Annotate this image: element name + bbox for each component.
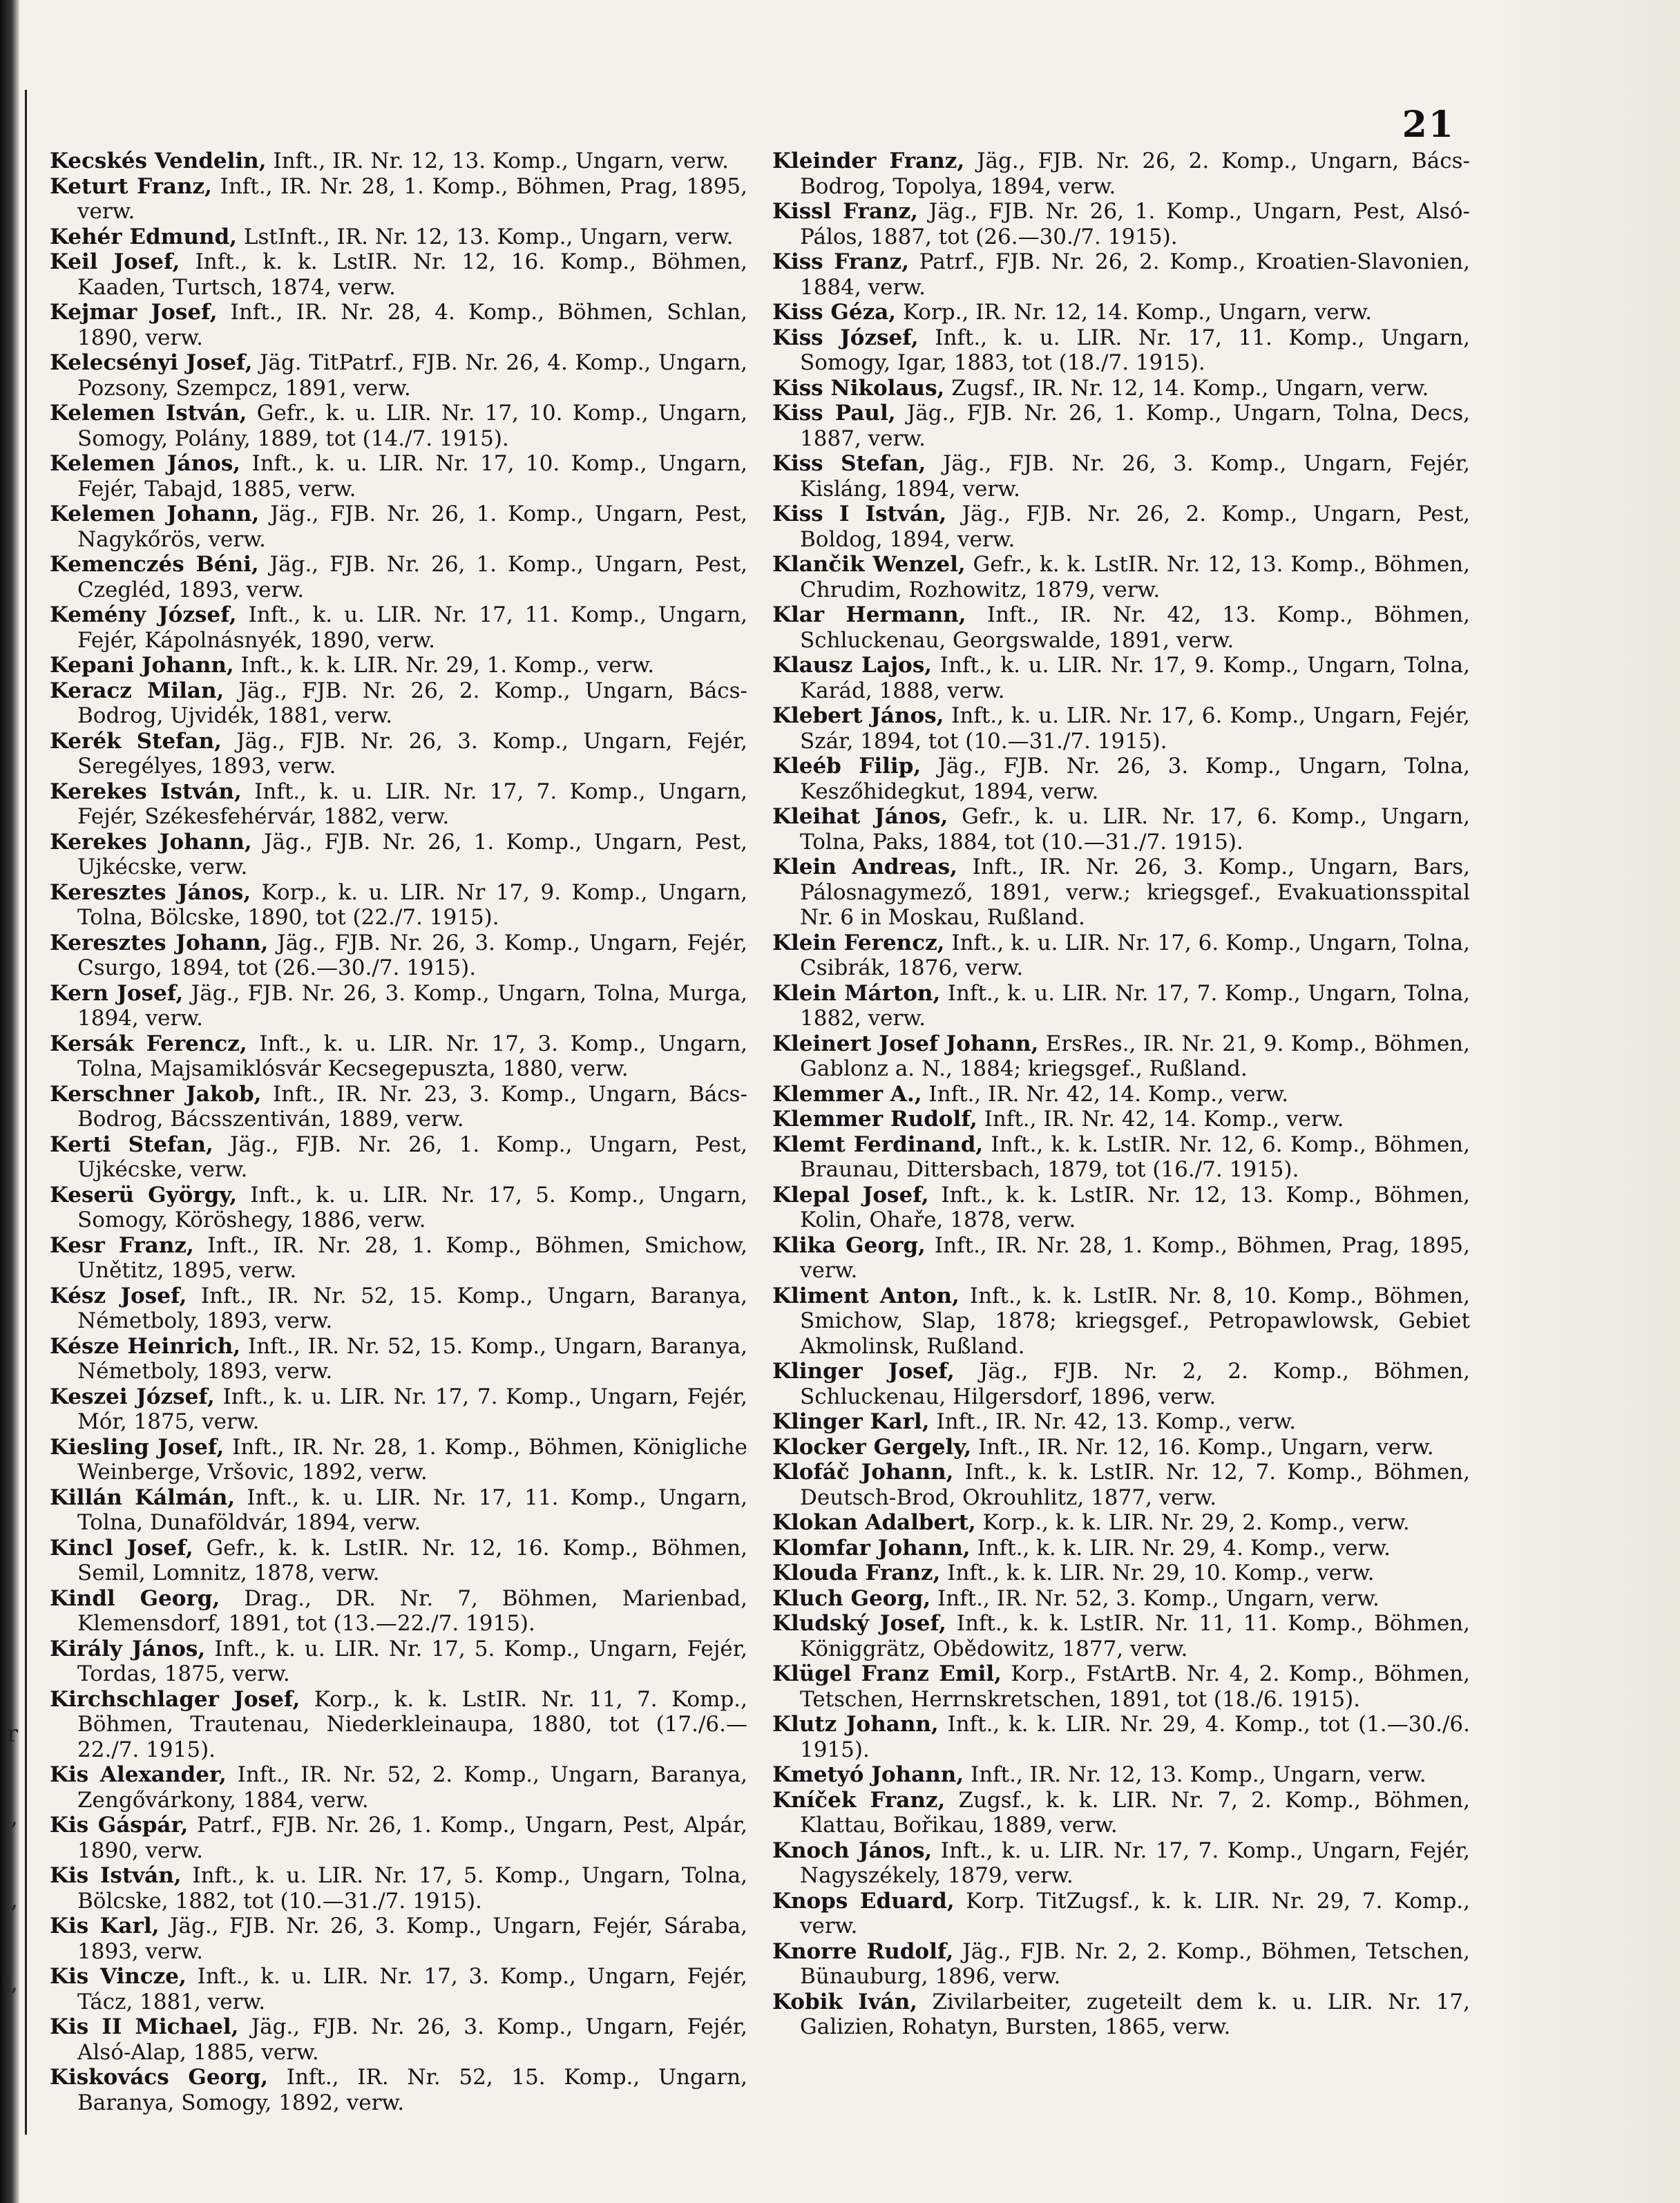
entry-details: Zugsf., IR. Nr. 12, 14. Komp., Ungarn, verw. [944, 375, 1429, 401]
entry-name: Klokan Adalbert, [772, 1510, 976, 1535]
entry-details: Inft., k. u. LIR. Nr. 17, 7. Komp., Ungarn, Fejér, Székesfehérvár, 1882, verw. [77, 779, 747, 829]
entry-name: Kehér Edmund, [50, 224, 238, 249]
entry-name: Kis Alexander, [50, 1762, 227, 1787]
entry-name: Kiss Stefan, [772, 451, 926, 476]
entry-details: Jäg., FJB. Nr. 26, 1. Komp., Ungarn, Pest, Ujkécske, verw. [77, 1132, 747, 1182]
list-item [772, 1183, 1470, 1233]
list-item [772, 1233, 1470, 1284]
list-item [50, 1586, 747, 1637]
list-item [50, 830, 747, 880]
list-item [772, 1510, 1470, 1536]
entry-name: Kleinder Franz, [772, 149, 965, 173]
entry-name: Kiss I István, [772, 502, 947, 526]
entry-name: Kluch Georg, [772, 1585, 931, 1611]
entry-name: Kleinert Josef Johann, [772, 1031, 1039, 1056]
entry-details: Jäg., FJB. Nr. 2, 2. Komp., Böhmen, Tetschen, Bünauburg, 1896, verw. [800, 1938, 1470, 1989]
entry-name: Keil Josef, [50, 249, 180, 274]
entry-details: Korp., IR. Nr. 12, 14. Komp., Ungarn, verw. [896, 300, 1373, 325]
list-item [772, 451, 1470, 502]
entry-name: Kemény József, [50, 602, 237, 627]
entry-name: Knorre Rudolf, [772, 1938, 954, 1964]
entry-name: Klepal Josef, [772, 1182, 929, 1208]
list-item [50, 1284, 747, 1334]
entry-name: Kobik Iván, [772, 1989, 918, 2014]
entry-details: Jäg., FJB. Nr. 26, 2. Komp., Ungarn, Bács-Bodrog, Topolya, 1894, verw. [800, 149, 1470, 199]
entry-name: Kecskés Vendelin, [50, 149, 267, 173]
entry-details: LstInft., IR. Nr. 12, 13. Komp., Ungarn, verw. [237, 224, 734, 249]
entry-name: Klügel Franz Emil, [772, 1661, 1002, 1686]
entry-name: Klar Hermann, [772, 602, 966, 627]
entry-name: Kern Josef, [50, 980, 184, 1006]
list-item [772, 1990, 1470, 2040]
entry-name: Kerék Stefan, [50, 728, 222, 754]
entry-details: Jäg., FJB. Nr. 26, 1. Komp., Ungarn, Pest, Czegléd, 1893, verw. [77, 552, 747, 602]
list-item [772, 1788, 1470, 1838]
entry-name: Klausz Lajos, [772, 653, 933, 678]
entry-name: Kiss Franz, [772, 249, 910, 274]
list-item [772, 1586, 1470, 1612]
list-item [50, 174, 747, 225]
list-item [50, 300, 747, 350]
list-item [772, 249, 1470, 300]
entry-details: Zugsf., k. k. LIR. Nr. 7, 2. Komp., Böhmen, Klattau, Bořikau, 1889, verw. [800, 1787, 1470, 1838]
list-item [772, 199, 1470, 249]
entry-name: Kerekes Johann, [50, 829, 252, 855]
entry-details: Inft., IR. Nr. 12, 16. Komp., Ungarn, verw. [971, 1434, 1434, 1460]
entry-details: Inft., k. k. LIR. Nr. 29, 1. Komp., verw. [233, 653, 655, 678]
list-item [50, 1183, 747, 1233]
list-item [772, 1762, 1470, 1788]
entry-name: Klouda Franz, [772, 1561, 941, 1585]
list-item [772, 1082, 1470, 1107]
entry-details: Inft., IR. Nr. 42, 13. Komp., Böhmen, Schluckenau, Georgswalde, 1891, verw. [800, 602, 1470, 653]
entry-name: Klančik Wenzel, [772, 552, 966, 577]
entry-name: Kis Karl, [50, 1914, 160, 1938]
entry-name: Kész Josef, [50, 1283, 187, 1308]
entry-details: Inft., k. u. LIR. Nr. 17, 10. Komp., Ungarn, Fejér, Tabajd, 1885, verw. [77, 451, 747, 502]
entry-name: Keserü György, [50, 1182, 238, 1208]
entry-details: Inft., k. k. LstIR. Nr. 12, 16. Komp., Böhmen, Kaaden, Turtsch, 1874, verw. [77, 249, 747, 300]
entry-details: Inft., k. u. LIR. Nr. 17, 3. Komp., Ungarn, Fejér, Tácz, 1881, verw. [77, 1964, 747, 2014]
list-item [50, 1687, 747, 1763]
entry-details: Korp., k. k. LIR. Nr. 29, 2. Komp., verw. [975, 1510, 1410, 1535]
list-item [50, 149, 747, 174]
entry-name: Kleéb Filip, [772, 754, 922, 779]
list-item [50, 1031, 747, 1082]
entry-details: Inft., k. u. LIR. Nr. 17, 7. Komp., Ungarn, Fejér, Nagyszékely, 1879, verw. [800, 1838, 1470, 1888]
entry-details: Inft., k. u. LIR. Nr. 17, 6. Komp., Ungarn, Fejér, Szár, 1894, tot (10.—31./7. 1915). [800, 703, 1470, 754]
list-item [772, 602, 1470, 653]
entry-name: Klika Georg, [772, 1232, 926, 1258]
list-item [50, 981, 747, 1031]
list-item [50, 1813, 747, 1863]
entry-name: Klocker Gergely, [772, 1434, 972, 1460]
entry-details: Inft., IR. Nr. 26, 3. Komp., Ungarn, Bars, Pálosnagymező, 1891, verw.; kriegsgef., Evakuationsspital Nr. 6 in Moskau, Rußland. [800, 855, 1470, 930]
list-item [772, 552, 1470, 602]
entry-name: Keszei József, [50, 1384, 215, 1409]
entry-name: Kis II Michael, [50, 2014, 239, 2039]
column-rule [25, 90, 27, 2135]
entry-name: Kiskovács Georg, [50, 2065, 269, 2090]
entry-details: Patrf., FJB. Nr. 26, 1. Komp., Ungarn, Pest, Alpár, 1890, verw. [77, 1813, 747, 1863]
entry-details: Inft., k. u. LIR. Nr. 17, 9. Komp., Ungarn, Tolna, Karád, 1888, verw. [800, 653, 1470, 703]
list-item [50, 225, 747, 250]
list-item [772, 502, 1470, 552]
entry-name: Keresztes János, [50, 879, 251, 905]
entry-name: Klinger Josef, [772, 1359, 955, 1384]
list-item [50, 2065, 747, 2115]
entry-name: Klein Andreas, [772, 855, 957, 879]
entry-details: Inft., IR. Nr. 28, 1. Komp., Böhmen, Prag, 1895, verw. [77, 173, 747, 224]
list-item [772, 1939, 1470, 1990]
list-item [772, 1435, 1470, 1460]
entry-details: Inft., k. u. LIR. Nr. 17, 11. Komp., Ungarn, Tolna, Dunaföldvár, 1894, verw. [77, 1485, 748, 1535]
entry-name: Kníček Franz, [772, 1787, 946, 1813]
list-item [50, 1485, 747, 1536]
page-edge-shade [1473, 0, 1680, 2203]
entry-details: Inft., k. u. LIR. Nr. 17, 6. Komp., Ungarn, Tolna, Csibrák, 1876, verw. [800, 930, 1470, 980]
list-item [772, 855, 1470, 931]
entry-name: Kludský Josef, [772, 1611, 946, 1636]
list-item [772, 1661, 1470, 1712]
list-item [772, 804, 1470, 855]
entry-details: Inft., k. u. LIR. Nr. 17, 11. Komp., Ungarn, Somogy, Igar, 1883, tot (18./7. 1915). [800, 325, 1470, 375]
list-item [50, 1536, 747, 1586]
entry-details: Inft., IR. Nr. 28, 1. Komp., Böhmen, Smichow, Unětitz, 1895, verw. [77, 1232, 747, 1283]
list-item [772, 149, 1470, 199]
entry-details: Inft., k. u. LIR. Nr. 17, 5. Komp., Ungarn, Fejér, Tordas, 1875, verw. [77, 1636, 747, 1686]
entry-details: Jäg., FJB. Nr. 26, 2. Komp., Ungarn, Pest, Boldog, 1894, verw. [800, 502, 1470, 552]
entry-details: Inft., k. k. LIR. Nr. 29, 4. Komp., tot (1.—30./6. 1915). [800, 1712, 1470, 1762]
left-column [50, 149, 747, 2115]
entry-details: Inft., IR. Nr. 42, 14. Komp., verw. [922, 1081, 1289, 1107]
entry-details: Inft., IR. Nr. 52, 15. Komp., Ungarn, Baranya, Németboly, 1893, verw. [77, 1333, 747, 1384]
list-item [772, 1132, 1470, 1183]
entry-details: Jäg., FJB. Nr. 26, 1. Komp., Ungarn, Tolna, Decs, 1887, verw. [800, 401, 1470, 451]
list-item [50, 401, 747, 451]
entry-details: Inft., k. u. LIR. Nr. 17, 3. Komp., Ungarn, Tolna, Majsamiklósvár Kecsegepuszta, 1880, verw. [77, 1031, 747, 1081]
list-item [50, 779, 747, 830]
entry-details: Inft., IR. Nr. 52, 15. Komp., Ungarn, Baranya, Somogy, 1892, verw. [77, 2065, 747, 2115]
entry-name: Klemmer Rudolf, [772, 1107, 977, 1132]
entry-name: Kiss Nikolaus, [772, 375, 945, 401]
list-item [50, 1132, 747, 1183]
list-item [50, 2014, 747, 2065]
entry-name: Kerekes István, [50, 779, 242, 804]
entry-details: Inft., k. k. LstIR. Nr. 8, 10. Komp., Böhmen, Smichow, Slap, 1878; kriegsgef., Petropawlowsk, Gebiet Akmolinsk, Rußland. [800, 1283, 1470, 1359]
entry-name: Kerschner Jakob, [50, 1081, 262, 1107]
entry-details: Inft., k. k. LstIR. Nr. 11, 11. Komp., Böhmen, Königgrätz, Obědowitz, 1877, verw. [800, 1611, 1470, 1661]
entry-name: Klofáč Johann, [772, 1460, 954, 1485]
list-item [50, 602, 747, 653]
list-item [50, 1082, 747, 1132]
entry-details: Jäg., FJB. Nr. 26, 3. Komp., Ungarn, Fejér, Seregélyes, 1893, verw. [77, 728, 748, 779]
entry-name: Kesr Franz, [50, 1232, 194, 1258]
list-item [772, 1889, 1470, 1939]
entry-name: Kersák Ferencz, [50, 1031, 247, 1056]
page-number: 21 [1402, 104, 1455, 146]
entry-name: Klomfar Johann, [772, 1535, 971, 1561]
entry-name: Knoch János, [772, 1838, 933, 1863]
entry-name: Klemt Ferdinand, [772, 1132, 984, 1157]
entry-details: Inft., k. u. LIR. Nr. 17, 7. Komp., Ungarn, Tolna, 1882, verw. [800, 980, 1470, 1031]
list-item [772, 1107, 1470, 1132]
list-item [772, 1838, 1470, 1889]
list-item [772, 931, 1470, 981]
list-item [772, 703, 1470, 754]
entry-name: Kis István, [50, 1863, 182, 1888]
entry-name: Kiss Géza, [772, 300, 897, 325]
entry-details: Jäg., FJB. Nr. 26, 1. Komp., Ungarn, Pest, Nagykőrös, verw. [77, 502, 747, 552]
entry-details: Jäg., FJB. Nr. 26, 3. Komp., Ungarn, Fejér, Sáraba, 1893, verw. [77, 1914, 747, 1964]
entry-details: Inft., IR. Nr. 52, 15. Komp., Ungarn, Baranya, Németboly, 1893, verw. [77, 1283, 747, 1333]
list-item [772, 1031, 1470, 1082]
entry-details: Drag., DR. Nr. 7, Böhmen, Marienbad, Klemensdorf, 1891, tot (13.—22./7. 1915). [77, 1585, 747, 1636]
entry-details: Jäg., FJB. Nr. 26, 3. Komp., Ungarn, Fejér, Csurgo, 1894, tot (26.—30./7. 1915). [77, 930, 748, 980]
list-item [50, 1762, 747, 1813]
entry-name: Kerti Stefan, [50, 1132, 213, 1157]
entry-details: Jäg., FJB. Nr. 26, 1. Komp., Ungarn, Pest, Ujkécske, verw. [77, 829, 747, 879]
entry-name: Klutz Johann, [772, 1712, 939, 1737]
list-item [50, 1914, 747, 1964]
entry-details: Inft., IR. Nr. 23, 3. Komp., Ungarn, Bács-Bodrog, Bácsszentiván, 1889, verw. [77, 1081, 747, 1132]
entry-details: Inft., k. k. LstIR. Nr. 12, 13. Komp., Böhmen, Kolin, Ohaře, 1878, verw. [800, 1182, 1470, 1232]
list-item [772, 1561, 1470, 1586]
entry-details: Inft., IR. Nr. 52, 3. Komp., Ungarn, verw. [930, 1585, 1380, 1611]
entry-name: Klein Ferencz, [772, 930, 945, 955]
list-item [50, 552, 747, 602]
entry-details: Korp., k. u. LIR. Nr 17, 9. Komp., Ungarn, Tolna, Bölcske, 1890, tot (22./7. 1915). [77, 879, 747, 930]
list-item [772, 1712, 1470, 1762]
entry-name: Kiesling Josef, [50, 1434, 225, 1460]
entry-details: Inft., IR. Nr. 52, 2. Komp., Ungarn, Baranya, Zengővárkony, 1884, verw. [77, 1762, 747, 1813]
entry-name: Keturt Franz, [50, 173, 212, 199]
list-item [50, 502, 747, 552]
entry-details: Inft., k. u. LIR. Nr. 17, 7. Komp., Ungarn, Fejér, Mór, 1875, verw. [77, 1384, 747, 1434]
entry-name: Kiss Paul, [772, 401, 896, 426]
list-item [50, 678, 747, 729]
entry-details: Gefr., k. u. LIR. Nr. 17, 10. Komp., Ungarn, Somogy, Polány, 1889, tot (14./7. 1915). [77, 401, 747, 451]
entry-details: Inft., IR. Nr. 42, 14. Komp., verw. [977, 1107, 1344, 1132]
entry-details: Zivilarbeiter, zugeteilt dem k. u. LIR. Nr. 17, Galizien, Rohatyn, Bursten, 1865, verw. [800, 1989, 1471, 2039]
list-item [772, 1409, 1470, 1435]
entry-details: Jäg., FJB. Nr. 26, 2. Komp., Ungarn, Bács-Bodrog, Ujvidék, 1881, verw. [77, 678, 748, 728]
entry-details: Patrf., FJB. Nr. 26, 2. Komp., Kroatien-Slavonien, 1884, verw. [800, 249, 1470, 300]
list-item [50, 653, 747, 678]
entry-details: Inft., k. k. LIR. Nr. 29, 4. Komp., verw. [970, 1535, 1391, 1561]
entry-name: Kis Gáspár, [50, 1813, 189, 1838]
entry-name: Késze Heinrich, [50, 1333, 241, 1359]
list-item [50, 1863, 747, 1914]
entry-name: Király János, [50, 1636, 206, 1661]
list-item [50, 880, 747, 931]
entry-name: Kmetyó Johann, [772, 1762, 964, 1787]
entry-name: Kepani Johann, [50, 653, 234, 678]
entry-details: Inft., k. u. LIR. Nr. 17, 5. Komp., Ungarn, Somogy, Köröshegy, 1886, verw. [77, 1182, 747, 1232]
margin-mark: t, [1, 1969, 18, 1996]
list-item [50, 1334, 747, 1384]
entry-details: Inft., IR. Nr. 12, 13. Komp., Ungarn, verw. [266, 149, 729, 173]
list-item [50, 451, 747, 502]
entry-details: Gefr., k. k. LstIR. Nr. 12, 13. Komp., Böhmen, Chrudim, Rozhowitz, 1879, verw. [800, 552, 1470, 602]
entry-details: Inft., k. k. LIR. Nr. 29, 10. Komp., verw. [940, 1561, 1375, 1585]
entry-details: Inft., IR. Nr. 28, 1. Komp., Böhmen, Prag, 1895, verw. [800, 1232, 1471, 1283]
entry-name: Kemenczés Béni, [50, 552, 259, 577]
entry-name: Kiss József, [772, 325, 919, 350]
entry-name: Kelemen István, [50, 401, 247, 426]
margin-marks [0, 1692, 18, 2024]
entry-name: Killán Kálmán, [50, 1485, 236, 1510]
entry-details: Jäg. TitPatrf., FJB. Nr. 26, 4. Komp., Ungarn, Pozsony, Szempcz, 1891, verw. [77, 350, 747, 401]
list-item [50, 1964, 747, 2014]
margin-mark: , [10, 1803, 18, 1831]
entry-details: Inft., IR. Nr. 28, 1. Komp., Böhmen, Königliche Weinberge, Vršovic, 1892, verw. [77, 1434, 747, 1485]
list-item [772, 754, 1470, 804]
list-item [50, 249, 747, 300]
entry-details: Inft., IR. Nr. 28, 4. Komp., Böhmen, Schlan, 1890, verw. [77, 300, 747, 350]
entry-details: Inft., IR. Nr. 12, 13. Komp., Ungarn, verw. [964, 1762, 1426, 1787]
entry-details: Inft., k. u. LIR. Nr. 17, 5. Komp., Ungarn, Tolna, Bölcske, 1882, tot (10.—31./7. 1915). [77, 1863, 748, 1914]
entry-details: Jäg., FJB. Nr. 26, 3. Komp., Ungarn, Fejér, Alsó-Alap, 1885, verw. [77, 2014, 747, 2065]
list-item [50, 350, 747, 401]
entry-details: Korp., k. k. LstIR. Nr. 11, 7. Komp., Böhmen, Trautenau, Niederkleinaupa, 1880, tot (17./6.—22./7. 1915). [77, 1686, 748, 1762]
list-item [772, 300, 1470, 325]
entry-name: Kis Vincze, [50, 1964, 187, 1989]
entry-name: Kleihat János, [772, 804, 948, 829]
list-item [772, 653, 1470, 703]
list-item [772, 1359, 1470, 1409]
entry-details: Inft., k. k. LstIR. Nr. 12, 7. Komp., Böhmen, Deutsch-Brod, Okrouhlitz, 1877, verw. [800, 1460, 1471, 1510]
list-item [772, 325, 1470, 376]
list-item [50, 1637, 747, 1687]
list-item [50, 1435, 747, 1485]
list-item [50, 729, 747, 779]
entry-name: Kelemen János, [50, 451, 241, 476]
list-item [772, 981, 1470, 1031]
entry-details: Inft., IR. Nr. 42, 13. Komp., verw. [929, 1409, 1297, 1434]
entry-name: Kelecsényi Josef, [50, 350, 253, 375]
list-item [50, 1384, 747, 1435]
list-item [772, 1460, 1470, 1510]
list-item [772, 1284, 1470, 1360]
list-item [772, 401, 1470, 451]
entry-details: Korp. TitZugsf., k. k. LIR. Nr. 29, 7. Komp., verw. [800, 1888, 1470, 1938]
entry-name: Klein Márton, [772, 980, 941, 1006]
entry-details: Inft., k. u. LIR. Nr. 17, 11. Komp., Ungarn, Fejér, Kápolnásnyék, 1890, verw. [77, 602, 747, 653]
entry-details: Jäg., FJB. Nr. 2, 2. Komp., Böhmen, Schluckenau, Hilgersdorf, 1896, verw. [800, 1359, 1470, 1409]
right-column [772, 149, 1470, 2040]
entry-details: Jäg., FJB. Nr. 26, 1. Komp., Ungarn, Pest, Alsó-Pálos, 1887, tot (26.—30./7. 1915). [800, 199, 1470, 249]
entry-name: Kejmar Josef, [50, 300, 218, 325]
entry-details: Jäg., FJB. Nr. 26, 3. Komp., Ungarn, Tolna, Murga, 1894, verw. [77, 980, 747, 1031]
entry-name: Kindl Georg, [50, 1585, 220, 1611]
list-item [772, 1536, 1470, 1561]
entry-name: Kliment Anton, [772, 1283, 960, 1308]
entry-name: Kirchschlager Josef, [50, 1686, 300, 1712]
list-item [772, 1611, 1470, 1661]
entry-details: Gefr., k. k. LstIR. Nr. 12, 16. Komp., Böhmen, Semil, Lomnitz, 1878, verw. [77, 1535, 747, 1585]
entry-details: Jäg., FJB. Nr. 26, 3. Komp., Ungarn, Fejér, Kisláng, 1894, verw. [800, 451, 1470, 502]
entry-name: Keracz Milan, [50, 678, 225, 703]
list-item [50, 931, 747, 981]
entry-name: Kissl Franz, [772, 199, 918, 224]
entry-name: Klinger Karl, [772, 1409, 930, 1434]
list-item [772, 376, 1470, 401]
entry-name: Knops Eduard, [772, 1888, 955, 1914]
entry-name: Klebert János, [772, 703, 944, 728]
entry-details: ErsRes., IR. Nr. 21, 9. Komp., Böhmen, Gablonz a. N., 1884; kriegsgef., Rußland. [800, 1031, 1470, 1081]
entry-details: Jäg., FJB. Nr. 26, 3. Komp., Ungarn, Tolna, Keszőhidegkut, 1894, verw. [800, 754, 1470, 804]
entry-name: Klemmer A., [772, 1081, 922, 1107]
entry-details: Inft., k. k. LstIR. Nr. 12, 6. Komp., Böhmen, Braunau, Dittersbach, 1879, tot (16./7. 1915). [800, 1132, 1471, 1182]
entry-name: Kelemen Johann, [50, 502, 260, 526]
entry-details: Korp., FstArtB. Nr. 4, 2. Komp., Böhmen, Tetschen, Herrnskretschen, 1891, tot (18./6. 1915). [800, 1661, 1470, 1712]
entry-details: Gefr., k. u. LIR. Nr. 17, 6. Komp., Ungarn, Tolna, Paks, 1884, tot (10.—31./7. 1915). [800, 804, 1471, 855]
margin-mark: r [6, 1720, 18, 1748]
entry-name: Kincl Josef, [50, 1535, 193, 1561]
margin-mark: , [10, 1886, 18, 1914]
list-item [50, 1233, 747, 1284]
entry-name: Keresztes Johann, [50, 930, 269, 955]
